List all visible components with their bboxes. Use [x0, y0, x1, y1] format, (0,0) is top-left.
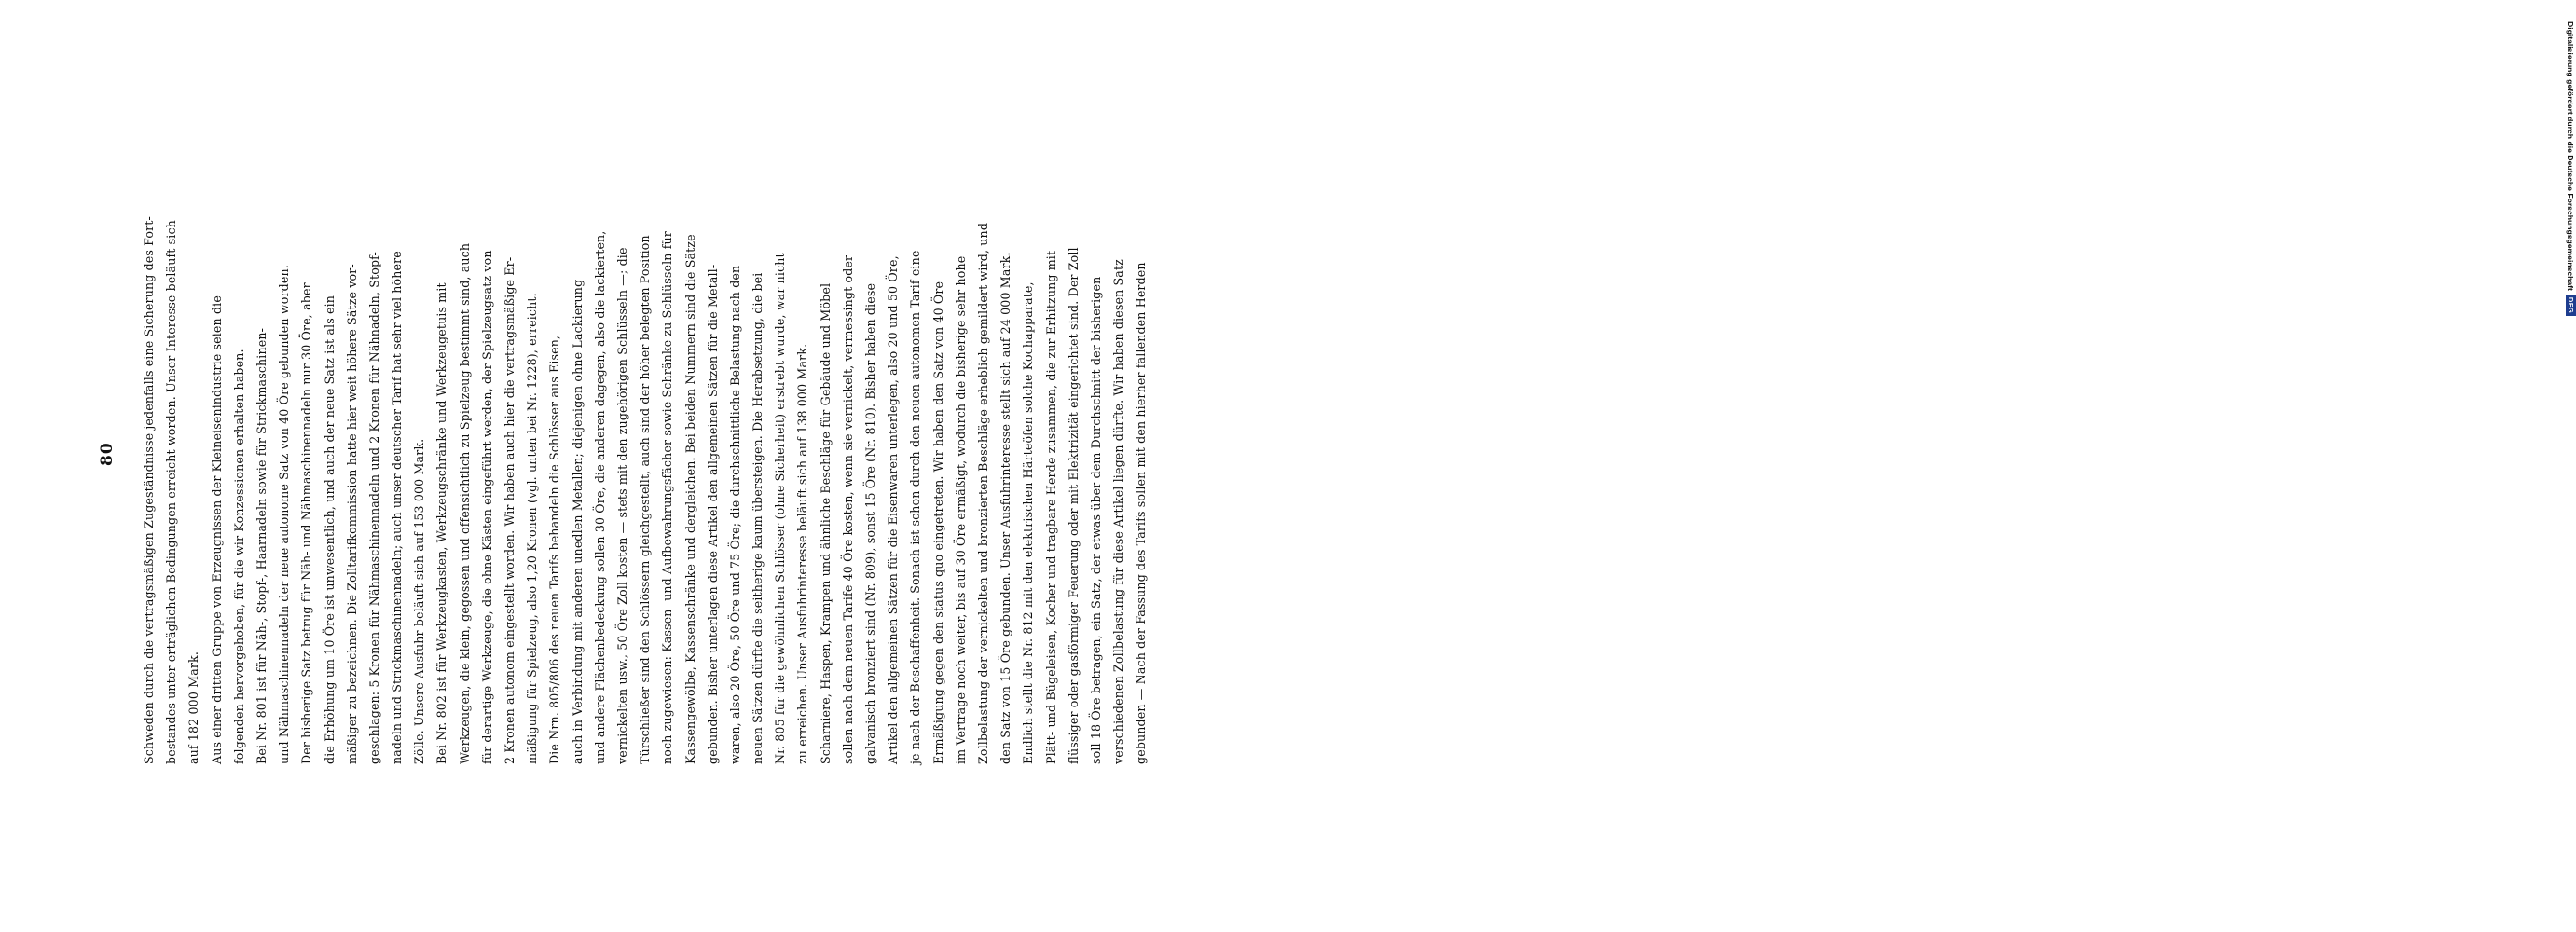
- text-line: Artikel den allgemeinen Sätzen für die Eisenwaren unterlegen, also 20 und 50 Öre,: [886, 255, 901, 764]
- text-line: noch zugewiesen: Kassen- und Aufbewahrungsfächer sowie Schränke zu Schlüsseln für: [660, 231, 675, 764]
- text-line: Der bisherige Satz betrug für Näh- und Nähmaschinennadeln nur 30 Öre, aber: [299, 282, 314, 764]
- text-line: auch in Verbindung mit anderen unedlen Metallen; diejenigen ohne Lackierung: [570, 279, 585, 764]
- text-line: neuen Sätzen dürfte die seitherige kaum übersteigen. Die Herabsetzung, die bei: [751, 272, 765, 764]
- text-line: vernickelten usw., 50 Öre Zoll kosten — stets mit den zugehörigen Schlüsseln —; die: [614, 247, 629, 764]
- text-line: Bei Nr. 802 ist für Werkzeugkasten, Werkzeugschränke und Werkzeugetuis mit: [434, 282, 449, 764]
- page-number: 80: [98, 442, 117, 466]
- text-line: Plätt- und Bügeleisen, Kocher und tragbare Herde zusammen, die zur Erhitzung mit: [1043, 250, 1058, 764]
- text-line: gebunden. Bisher unterlagen diese Artikel den allgemeinen Sätzen für die Metall-: [705, 264, 720, 764]
- text-line: Türschließer sind den Schlössern gleichgestellt, auch sind der höher belegten Position: [638, 235, 653, 764]
- document-body: [138, 168, 1152, 764]
- text-line: Zölle. Unsere Ausfuhr beläuft sich auf 153 000 Mark.: [412, 438, 427, 764]
- text-line: galvanisch bronziert sind (Nr. 809), sonst 15 Öre (Nr. 810). Bisher haben diese: [863, 282, 877, 764]
- text-line: Schweden durch die vertragsmäßigen Zugeständnisse jedenfalls eine Sicherung des Fort-: [142, 216, 156, 764]
- text-line: folgenden hervorgehoben, für die wir Konzessionen erhalten haben.: [231, 349, 246, 764]
- text-line: soll 18 Öre betragen, ein Satz, der etwas über dem Durchschnitt der bisherigen: [1088, 276, 1103, 764]
- text-line: zu erreichen. Unser Ausfuhrinteresse beläuft sich auf 138 000 Mark.: [795, 343, 810, 764]
- text-line: Endlich stellt die Nr. 812 mit den elektrischen Härteöfen solche Kochapparate,: [1021, 281, 1036, 764]
- text-line: und Nähmaschinennadeln der neue autonome Satz von 40 Öre gebunden worden.: [277, 265, 292, 764]
- text-line: nadeln und Strickmaschinennadeln; auch unser deutscher Tarif hat sehr viel höhere: [390, 251, 405, 764]
- text-line: verschiedenen Zollbelastung für diese Artikel liegen dürfte. Wir haben diesen Satz: [1111, 259, 1126, 764]
- text-line: geschlagen: 5 Kronen für Nähmaschinennadeln und 2 Kronen für Nähnadeln, Stopf-: [366, 252, 381, 764]
- text-line: Aus einer dritten Gruppe von Erzeugnissen der Kleineisenindustrie seien die: [209, 295, 224, 764]
- credit-text: Digitalisierung gefördert durch die Deutsche Forschungsgemeinschaft: [2566, 21, 2576, 291]
- text-line: 2 Kronen autonom eingestellt worden. Wir haben auch hier die vertragsmäßige Er-: [503, 256, 517, 764]
- text-line: auf 182 000 Mark.: [186, 651, 201, 764]
- text-line: den Satz von 15 Öre gebunden. Unser Ausfuhrinteresse stellt sich auf 24 000 Mark.: [999, 252, 1013, 764]
- text-line: Ermäßigung gegen den status quo eingetreten. Wir haben den Satz von 40 Öre: [930, 281, 945, 764]
- text-line: Werkzeugen, die klein, gegossen und offensichtlich zu Spielzeug bestimmt sind, auch: [457, 242, 472, 764]
- text-line: mäßigung für Spielzeug, also 1,20 Kronen (vgl. unten bei Nr. 1228), erreicht.: [525, 293, 540, 764]
- text-line: flüssiger oder gasförmiger Feuerung oder mit Elektrizität eingerichtet sind. Der Zoll: [1066, 247, 1081, 764]
- text-line: für derartige Werkzeuge, die ohne Kästen eingeführt werden, der Spielzeugsatz von: [479, 250, 494, 764]
- text-line: mäßiger zu bezeichnen. Die Zolltarifkommission hatte hier weit höhere Sätze vor-: [344, 264, 359, 764]
- text-line: Nr. 805 für die gewöhnlichen Schlösser (ohne Sicherheit) erstrebt wurde, war nicht: [773, 253, 788, 764]
- text-line: je nach der Beschaffenheit. Sonach ist schon durch den neuen autonomen Tarif eine: [908, 250, 923, 764]
- text-line: bestandes unter erträglichen Bedingungen erreicht worden. Unser Interesse beläuft sich: [164, 220, 179, 764]
- text-line: Kassengewölbe, Kassenschränke und dergleichen. Bei beiden Nummern sind die Sätze: [682, 234, 697, 764]
- text-line: sollen nach dem neuen Tarife 40 Öre kosten, wenn sie vernickelt, vermessingt oder: [840, 254, 855, 764]
- text-line: Bei Nr. 801 ist für Näh-, Stopf-, Haarnadeln sowie für Strickmaschinen-: [254, 327, 269, 764]
- text-line: gebunden — Nach der Fassung des Tarifs sollen mit den hierher fallenden Herden: [1134, 262, 1149, 764]
- text-line: waren, also 20 Öre, 50 Öre und 75 Öre; die durchschnittliche Belastung nach den: [727, 265, 742, 764]
- dfg-logo: DFG: [2566, 295, 2576, 316]
- text-line: die Erhöhung um 10 Öre ist unwesentlich, und auch der neue Satz ist als ein: [322, 295, 337, 764]
- text-line: und andere Flächenbedeckung sollen 30 Öre, die anderen dagegen, also die lackierten,: [592, 230, 607, 764]
- text-line: Zollbelastung der vernickelten und bronzierten Beschläge erheblich gemildert wird, und: [975, 222, 990, 764]
- text-line: Scharniere, Haspen, Krampen und ähnliche Beschläge für Gebäude und Möbel: [818, 282, 833, 764]
- text-line: im Vertrage noch weiter, bis auf 30 Öre ermäßigt, wodurch die bisherige sehr hohe: [953, 255, 968, 764]
- text-line: Die Nrn. 805/806 des neuen Tarifs behandeln die Schlösser aus Eisen,: [547, 335, 562, 764]
